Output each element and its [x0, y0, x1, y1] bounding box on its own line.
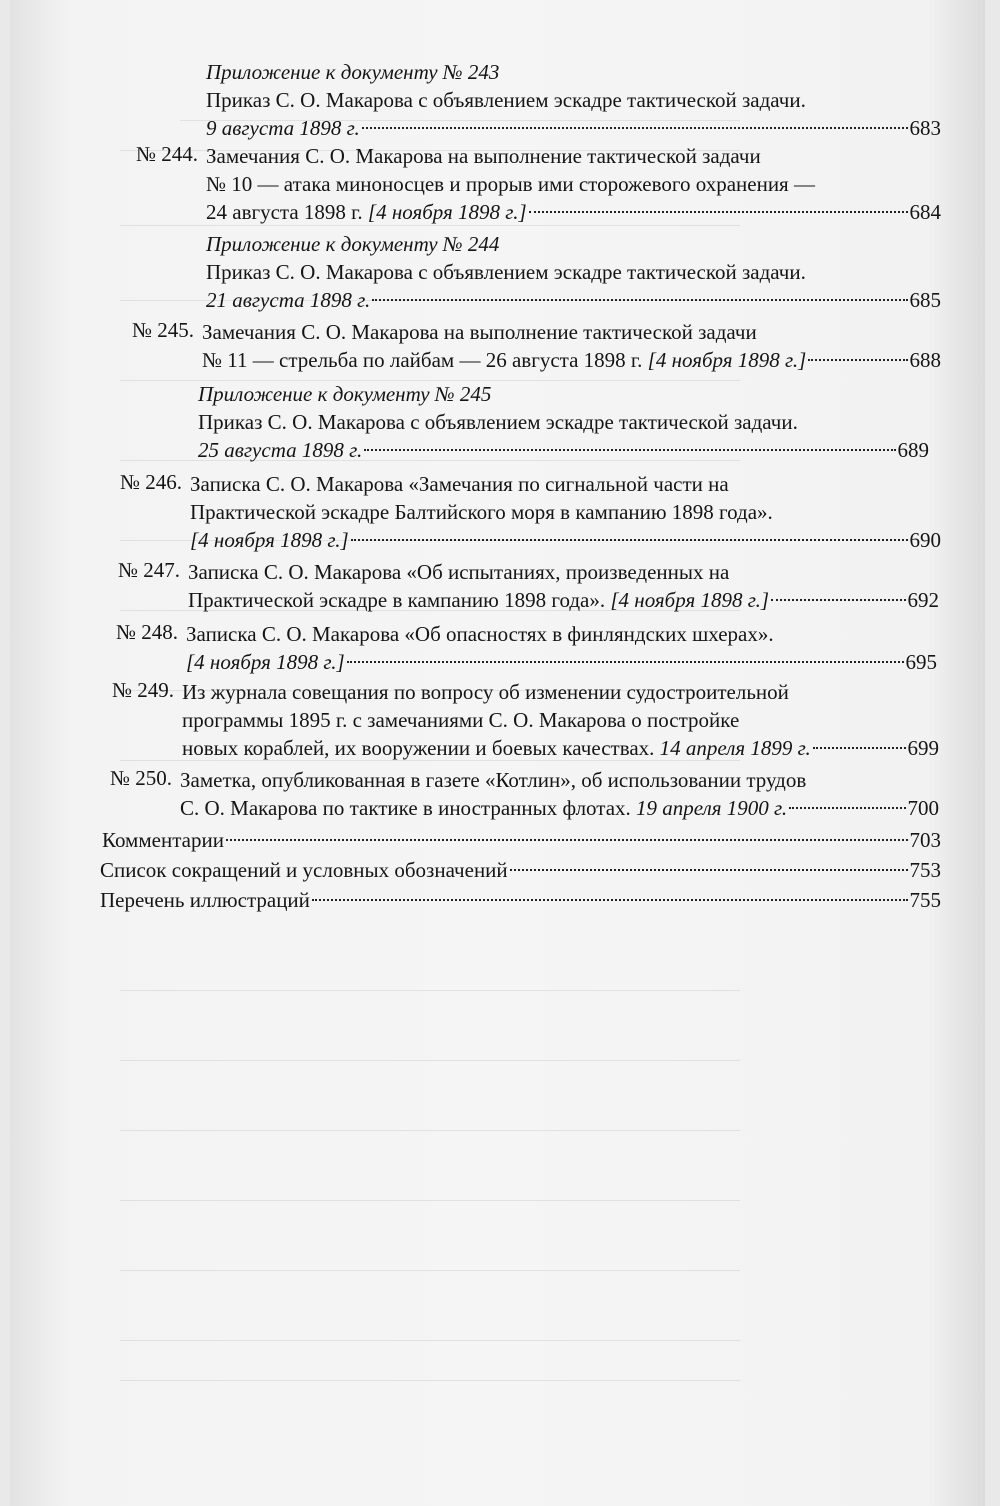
entry-text-line: Практической эскадре Балтийского моря в кампанию 1898 года».	[190, 500, 773, 524]
dot-leader	[347, 661, 904, 663]
entry-text-line: Замечания С. О. Макарова на выполнение тактической задачи	[202, 320, 757, 344]
section-title: Перечень иллюстраций	[100, 888, 310, 912]
doc-number: № 247.	[117, 558, 180, 582]
entry-text: 24 августа 1898 г.	[206, 200, 363, 224]
entry-date: [4 ноября 1898 г.]	[610, 588, 770, 612]
page-number: 753	[909, 858, 941, 882]
entry-text-line: программы 1895 г. с замечаниями С. О. Макарова о постройке	[182, 708, 740, 732]
toc-leader-line	[100, 886, 941, 914]
entry-date: [4 ноября 1898 г.]	[186, 650, 345, 674]
entry-text: № 11 — стрельба по лайбам — 26 августа 1898 г.	[202, 348, 643, 372]
appendix-heading: Приложение к документу № 243	[206, 60, 500, 84]
page-number: 690	[909, 528, 941, 552]
entry-date: [4 ноября 1898 г.]	[190, 528, 349, 552]
dot-leader	[362, 127, 908, 129]
appendix-text: Приказ С. О. Макарова с объявлением эскадре тактической задачи.	[206, 88, 806, 112]
dot-leader	[813, 747, 906, 749]
appendix-date: 9 августа 1898 г.	[206, 116, 360, 140]
toc-leader-line	[206, 286, 941, 314]
table-of-contents	[10, 0, 985, 1506]
section-title: Список сокращений и условных обозначений	[100, 858, 508, 882]
toc-leader-line	[188, 586, 939, 614]
entry-text-line: Записка С. О. Макарова «Замечания по сигнальной части на	[190, 472, 729, 496]
appendix-date: 21 августа 1898 г.	[206, 288, 371, 312]
page-number: 703	[909, 828, 941, 852]
page-number: 695	[905, 650, 937, 674]
entry-text-line: № 10 — атака миноносцев и прорыв ими сторожевого охранения —	[206, 172, 815, 196]
doc-number: № 244.	[135, 142, 198, 166]
page-number: 685	[909, 288, 941, 312]
entry-text: С. О. Макарова по тактике в иностранных флотах.	[180, 796, 631, 820]
dot-leader	[364, 449, 895, 451]
doc-number: № 250.	[109, 766, 172, 790]
appendix-text: Приказ С. О. Макарова с объявлением эскадре тактической задачи.	[206, 260, 806, 284]
dot-leader	[226, 839, 908, 841]
dot-leader	[771, 599, 905, 601]
page-number: 689	[897, 438, 929, 462]
entry-text-line: Заметка, опубликованная в газете «Котлин», об использовании трудов	[180, 768, 807, 792]
toc-leader-line	[186, 648, 937, 676]
book-page	[10, 0, 985, 1506]
toc-leader-line	[202, 346, 941, 374]
entry-text-line: Из журнала совещания по вопросу об изменении судостроительной	[182, 680, 789, 704]
dot-leader	[312, 899, 908, 901]
entry-date: 14 апреля 1899 г.	[659, 736, 811, 760]
toc-leader-line	[100, 856, 941, 884]
dot-leader	[789, 807, 905, 809]
entry-date: 19 апреля 1900 г.	[636, 796, 788, 820]
dot-leader	[510, 869, 908, 871]
entry-date: [4 ноября 1898 г.]	[367, 200, 527, 224]
page-number: 684	[909, 200, 941, 224]
section-title: Комментарии	[102, 828, 224, 852]
toc-leader-line	[190, 526, 941, 554]
page-number: 692	[907, 588, 939, 612]
appendix-heading: Приложение к документу № 244	[206, 232, 500, 256]
page-number: 700	[907, 796, 939, 820]
doc-number: № 248.	[115, 620, 178, 644]
appendix-date: 25 августа 1898 г.	[198, 438, 363, 462]
entry-date: [4 ноября 1898 г.]	[647, 348, 807, 372]
appendix-heading: Приложение к документу № 245	[198, 382, 492, 406]
dot-leader	[351, 539, 908, 541]
entry-text-line: Записка С. О. Макарова «Об опасностях в финляндских шхерах».	[186, 622, 774, 646]
entry-text: Практической эскадре в кампанию 1898 года».	[188, 588, 606, 612]
dot-leader	[808, 359, 907, 361]
toc-leader-line	[102, 826, 941, 854]
dot-leader	[372, 299, 907, 301]
page-number: 699	[907, 736, 939, 760]
entry-text-line: Записка С. О. Макарова «Об испытаниях, произведенных на	[188, 560, 730, 584]
entry-text-line: Замечания С. О. Макарова на выполнение тактической задачи	[206, 144, 761, 168]
doc-number: № 245.	[131, 318, 194, 342]
toc-leader-line	[206, 114, 941, 142]
dot-leader	[529, 211, 908, 213]
doc-number: № 246.	[119, 470, 182, 494]
entry-text: новых кораблей, их вооружении и боевых качествах.	[182, 736, 655, 760]
toc-leader-line	[198, 436, 929, 464]
toc-leader-line	[206, 198, 941, 226]
appendix-text: Приказ С. О. Макарова с объявлением эскадре тактической задачи.	[198, 410, 798, 434]
page-number: 755	[909, 888, 941, 912]
toc-leader-line	[182, 734, 939, 762]
page-number: 688	[909, 348, 941, 372]
doc-number: № 249.	[111, 678, 174, 702]
page-number: 683	[909, 116, 941, 140]
toc-leader-line	[180, 794, 939, 822]
